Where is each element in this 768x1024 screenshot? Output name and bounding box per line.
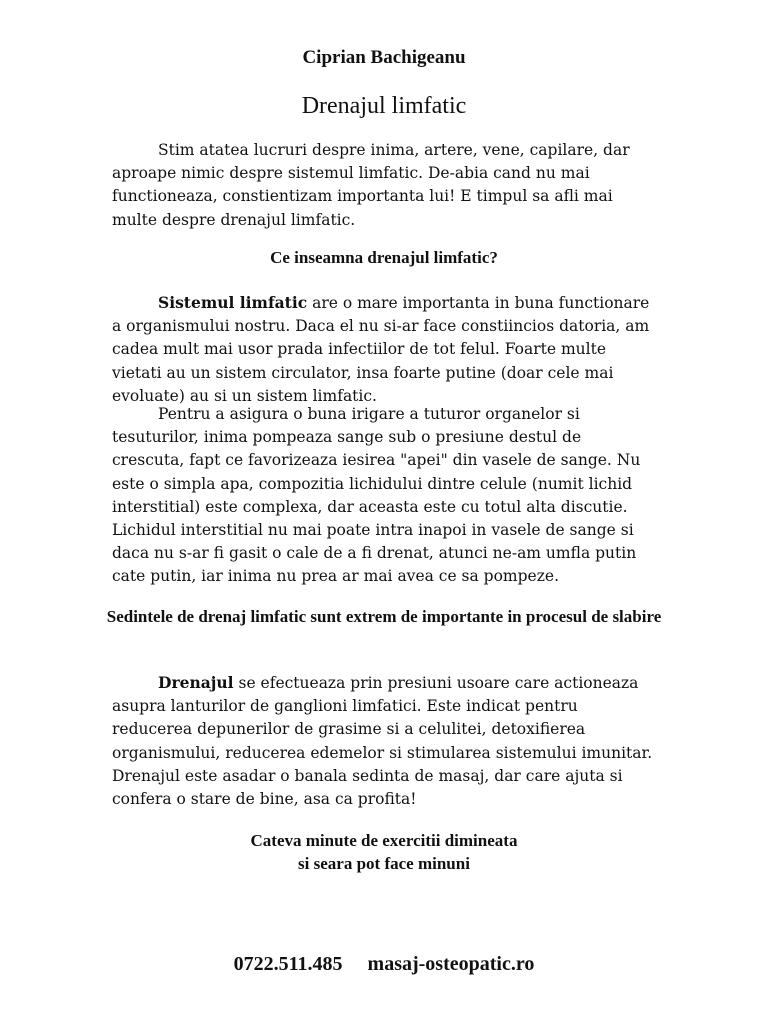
section1-paragraph-1 — [112, 291, 657, 408]
footer-phone: 0722.511.485 — [233, 953, 343, 975]
intro-text: Stim atatea lucruri despre inima, artere, vene, capilare, dar aproape nimic despre sistemul limfatic. De-abia cand nu mai functioneaza, constientizam importanta lui! E timpul sa afli mai multe despre drenajul limfatic. — [112, 141, 630, 229]
section2-paragraph — [112, 671, 657, 811]
section-heading-2: Sedintele de drenaj limfatic sunt extrem de importante in procesul de slabire — [106, 607, 662, 626]
section2-paragraph-text: se efectueaza prin presiuni usoare care actioneaza asupra lanturilor de ganglioni limfatici. Este indicat pentru reducerea depunerilor de grasime si a celulitei, detoxifierea organismului, reducerea edemelor si stimularea sistemului imunitar. Drenajul este asadar o banala sedinta de masaj, dar care ajuta si confera o stare de bine, asa ca profita! — [112, 674, 653, 809]
intro-paragraph — [112, 139, 657, 232]
author-name: Ciprian Bachigeanu — [302, 47, 466, 68]
footer-contact — [0, 953, 768, 976]
section-heading-1: Ce inseamna drenajul limfatic? — [270, 248, 498, 267]
section1-paragraph-1-text: are o mare importanta in buna functionare a organismului nostru. Daca el nu si-ar face constiincios datoria, am cadea mult mai usor prada infectiilor de tot felul. Foarte multe vietati au un sistem circulator, insa foarte putine (doar cele mai evoluate) au si un sistem limfatic. — [112, 294, 650, 405]
footer-website: masaj-osteopatic.ro — [367, 953, 535, 975]
section1-paragraph-2-text: Pentru a asigura o buna irigare a tuturor organelor si tesuturilor, inima pompeaza sange sub o presiune destul de crescuta, fapt ce favorizeaza iesirea "apei" din vasele de sange. Nu este o simpla apa, compozitia lichidului dintre celule (numit lichid interstitial) este complexa, dar aceasta este cu totul alta discutie. Lichidul interstitial nu mai poate intra inapoi in vasele de sange si daca nu s-ar fi gasit o cale de a fi drenat, atunci ne-am umfla putin cate putin, iar inima nu prea ar mai avea ce sa pompeze. — [112, 405, 641, 586]
bold-lead-drenajul: Drenajul — [158, 673, 234, 692]
closing-line-1: Cateva minute de exercitii dimineata — [250, 831, 518, 850]
bold-lead-sistemul: Sistemul limfatic — [158, 293, 308, 312]
document-title: Drenajul limfatic — [301, 93, 467, 119]
closing-line-2: si seara pot face minuni — [298, 854, 470, 873]
section1-paragraph-2 — [112, 403, 657, 589]
